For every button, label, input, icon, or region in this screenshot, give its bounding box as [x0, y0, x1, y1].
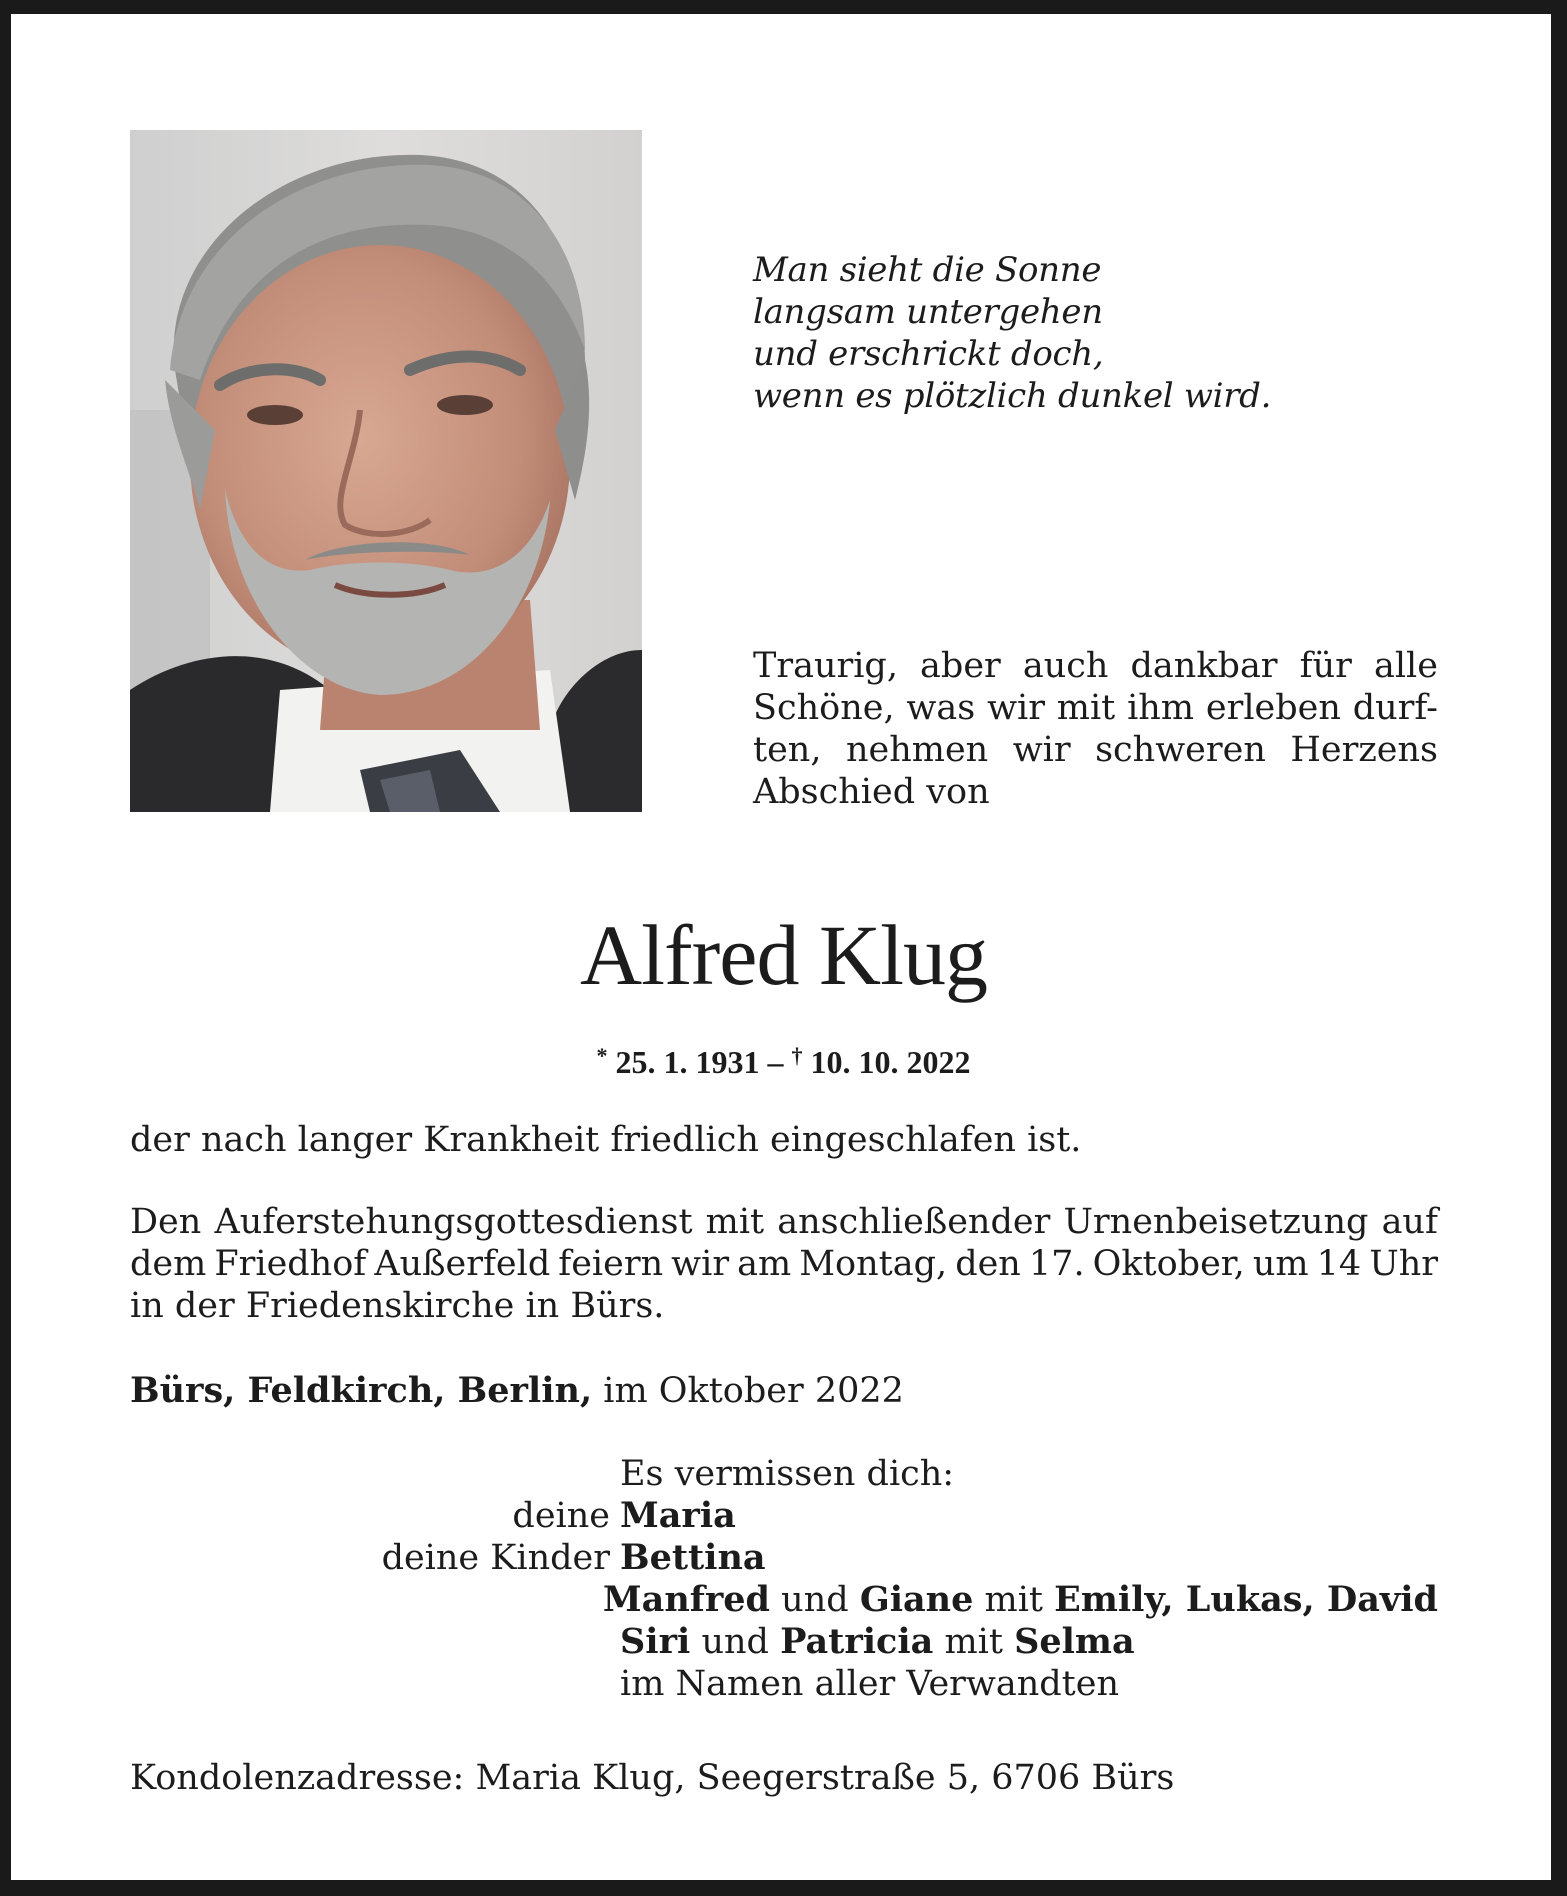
word: Friedhof [214, 1244, 367, 1284]
date-text: im Oktober 2022 [603, 1371, 904, 1411]
relation-label: deine Kinder [381, 1538, 610, 1578]
word: wir [1012, 730, 1071, 770]
word: am [737, 1244, 792, 1284]
word: erleben [1205, 688, 1341, 728]
connector: mit [944, 1622, 1003, 1662]
word: auch [1022, 646, 1109, 686]
poem-line: Man sieht die Sonne [753, 250, 1102, 290]
intro-line [753, 687, 1438, 729]
mourner-name: Bettina [620, 1537, 766, 1578]
word: Auferstehungsgottesdienst [214, 1202, 693, 1242]
place-date-line [130, 1370, 1438, 1412]
mourner-row [130, 1663, 1438, 1705]
intro-line [753, 729, 1438, 771]
mourner-row [130, 1495, 1438, 1537]
word: ten, [753, 730, 822, 770]
text-line [130, 1243, 1438, 1285]
life-dates [0, 1033, 1567, 1085]
mourner-name: Emily, Lukas, David [1054, 1579, 1438, 1620]
word: Den [130, 1202, 202, 1242]
word: schweren [1095, 730, 1266, 770]
mourner-name: Manfred [602, 1579, 771, 1620]
word: Oktober, [1092, 1244, 1245, 1284]
word: durf- [1352, 688, 1438, 728]
word: mit [1056, 688, 1116, 728]
mourner-row [130, 1579, 1438, 1621]
intro-line: Abschied von [753, 772, 990, 812]
text-line: der nach langer Krankheit friedlich eingeschlafen ist. [130, 1120, 1082, 1160]
relation-label: deine [512, 1496, 610, 1536]
word: Urnenbeisetzung [1063, 1202, 1369, 1242]
word: 17. [1028, 1244, 1085, 1284]
word: 14 [1316, 1244, 1362, 1284]
places: Bürs, Feldkirch, Berlin, [130, 1370, 593, 1411]
mourner-name: Giane [859, 1579, 974, 1620]
word: Traurig, [753, 646, 898, 686]
mourner-row [130, 1621, 1438, 1663]
birth-symbol: * [596, 1043, 608, 1068]
poem-line: langsam untergehen [753, 292, 1103, 332]
relatives-line: im Namen aller Verwandten [620, 1664, 1119, 1704]
word: auf [1381, 1202, 1438, 1242]
word: für [1299, 646, 1352, 686]
intro-paragraph [753, 645, 1438, 813]
service-paragraph [130, 1201, 1438, 1327]
word: wir [671, 1244, 730, 1284]
word: anschließender [777, 1202, 1051, 1242]
connector: und [701, 1622, 769, 1662]
mourners-heading-row [130, 1453, 1438, 1495]
mourner-name: Maria [620, 1495, 736, 1536]
word: nehmen [845, 730, 989, 770]
word: Montag, [799, 1244, 948, 1284]
deceased-name: Alfred Klug [580, 907, 987, 1003]
word: aber [920, 646, 1001, 686]
passing-text [130, 1119, 1438, 1161]
word: wir [987, 688, 1045, 728]
word: feiern [558, 1244, 664, 1284]
mourners-list [130, 1453, 1438, 1705]
text-line [130, 1201, 1438, 1243]
connector: und [781, 1580, 849, 1620]
word: dem [130, 1244, 207, 1284]
death-symbol: † [791, 1043, 803, 1068]
mourners-heading: Es vermissen dich: [620, 1454, 955, 1494]
mourner-row [130, 1537, 1438, 1579]
word: alle [1373, 646, 1438, 686]
condolence-address: Kondolenzadresse: Maria Klug, Seegerstraße 5, 6706 Bürs [130, 1758, 1175, 1798]
poem-line: und erschrickt doch, [753, 334, 1104, 374]
word: den [955, 1244, 1021, 1284]
word: Uhr [1369, 1244, 1438, 1284]
poem [753, 249, 1271, 417]
date-dash: – [767, 1044, 784, 1080]
birth-date: 25. 1. 1931 [615, 1044, 760, 1080]
text-line: in der Friedenskirche in Bürs. [130, 1286, 665, 1326]
word: um [1252, 1244, 1309, 1284]
mourner-name: Selma [1014, 1621, 1135, 1662]
word: mit [705, 1202, 765, 1242]
word: was [906, 688, 976, 728]
connector: mit [984, 1580, 1043, 1620]
poem-line: wenn es plötzlich dunkel wird. [753, 376, 1272, 416]
mourner-name: Patricia [780, 1621, 934, 1662]
mourner-name: Siri [620, 1621, 691, 1662]
word: Herzens [1290, 730, 1438, 770]
death-date: 10. 10. 2022 [810, 1044, 971, 1080]
word: dankbar [1130, 646, 1278, 686]
word: Schöne, [753, 688, 895, 728]
word: ihm [1127, 688, 1195, 728]
intro-line [753, 645, 1438, 687]
word: Außerfeld [374, 1244, 551, 1284]
portrait-photo [130, 130, 642, 812]
